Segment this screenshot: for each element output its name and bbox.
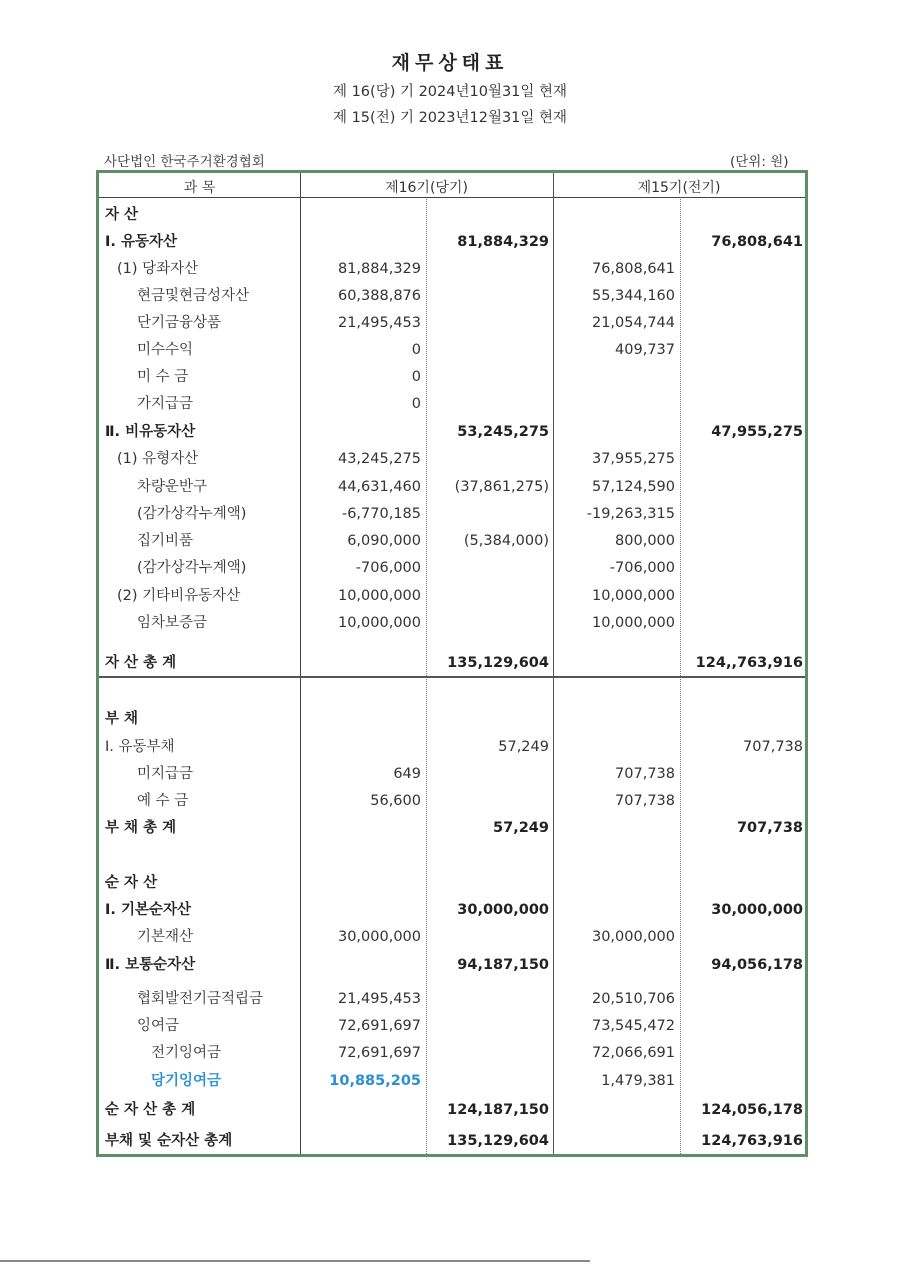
account-label: (감가상각누계액) [137,560,247,576]
account-label: 예 수 금 [137,793,189,809]
account-label: 차량운반구 [137,479,208,495]
account-label: 부채 및 순자산 총계 [105,1133,233,1149]
amount-cell: 10,885,205 [329,1073,421,1089]
account-label: 부 채 [105,711,139,727]
amount-cell: 649 [393,766,421,782]
amount-cell: 53,245,275 [457,424,549,440]
amount-cell: (5,384,000) [463,533,549,549]
account-label: 미수수익 [137,342,194,358]
document-title: 재무상태표 [391,52,509,74]
table-row [99,987,805,1011]
table-row [99,789,805,813]
amount-cell: 10,000,000 [591,615,675,631]
amount-cell: 72,691,697 [337,1018,421,1034]
account-label: 기본재산 [137,929,194,945]
table-row [99,203,805,227]
account-label: 가지급금 [137,396,194,412]
amount-cell: 124,763,916 [701,1133,803,1149]
amount-cell: 76,808,641 [591,261,675,277]
account-label: 전기잉여금 [151,1045,222,1061]
amount-cell: 72,066,691 [591,1045,675,1061]
amount-cell: 47,955,275 [711,424,803,440]
table-row [99,651,805,675]
table-row [99,871,805,895]
table-row [99,475,805,499]
amount-cell: 10,000,000 [591,588,675,604]
amount-cell: -706,000 [355,560,421,576]
amount-cell: 72,691,697 [337,1045,421,1061]
amount-cell: 73,545,472 [591,1018,675,1034]
amount-cell: 707,738 [743,739,803,755]
amount-cell: 10,000,000 [337,588,421,604]
account-label: (2) 기타비유동자산 [117,588,241,604]
table-row [99,529,805,553]
amount-cell: 30,000,000 [457,902,549,918]
table-row [99,556,805,580]
amount-cell: 124,056,178 [701,1102,803,1118]
amount-cell: 0 [411,396,421,412]
account-label: (1) 당좌자산 [117,261,199,277]
table-row [99,953,805,977]
amount-cell: 94,187,150 [457,957,549,973]
amount-cell: 44,631,460 [337,479,421,495]
header-prior: 제15기(전기) [637,180,721,196]
account-label: Ⅰ. 유동부채 [105,739,175,755]
amount-cell: -19,263,315 [586,506,675,522]
account-label: 협회발전기금적립금 [137,991,264,1007]
table-row [99,1129,805,1153]
unit-label: (단위: 원) [730,154,789,170]
account-label: 임차보증금 [137,615,208,631]
section-divider [99,676,805,678]
table-row [99,502,805,526]
amount-cell: -706,000 [609,560,675,576]
account-label: Ⅱ. 비유동자산 [105,424,196,440]
amount-cell: 409,737 [615,342,675,358]
amount-cell: 707,738 [615,793,675,809]
table-row [99,392,805,416]
header-divider [99,197,805,198]
amount-cell: 1,479,381 [601,1073,675,1089]
account-label: (감가상각누계액) [137,506,247,522]
amount-cell: 57,249 [493,820,549,836]
table-row [99,1098,805,1122]
table-row [99,707,805,731]
period-prior: 제 15(전) 기 2023년12월31일 현재 [332,110,568,126]
amount-cell: 56,600 [370,793,421,809]
table-row [99,1014,805,1038]
table-row [99,311,805,335]
amount-cell: 0 [411,342,421,358]
table-row [99,230,805,254]
table-row [99,735,805,759]
amount-cell: 76,808,641 [711,234,803,250]
account-label: 단기금융상품 [137,315,222,331]
header-current: 제16기(당기) [385,180,468,196]
table-row [99,898,805,922]
amount-cell: 43,245,275 [337,451,421,467]
amount-cell: 30,000,000 [591,929,675,945]
account-label: 자 산 총 계 [105,655,177,671]
account-label: 미 수 금 [137,369,189,385]
amount-cell: 57,249 [498,739,549,755]
table-row [99,584,805,608]
amount-cell: 124,187,150 [447,1102,549,1118]
account-label: Ⅱ. 보통순자산 [105,957,196,973]
amount-cell: 81,884,329 [457,234,549,250]
amount-cell: 124,,763,916 [695,655,803,671]
organization-name: 사단법인 한국주거환경협회 [104,154,265,170]
table-row [99,925,805,949]
table-row [99,257,805,281]
header-account: 과 목 [183,180,216,196]
amount-cell: 30,000,000 [337,929,421,945]
amount-cell: 81,884,329 [337,261,421,277]
amount-cell: 20,510,706 [591,991,675,1007]
amount-cell: 57,124,590 [591,479,675,495]
table-row [99,338,805,362]
amount-cell: 21,495,453 [337,991,421,1007]
table-row [99,420,805,444]
account-label: 현금및현금성자산 [137,288,250,304]
amount-cell: 21,495,453 [337,315,421,331]
amount-cell: 21,054,744 [591,315,675,331]
page-edge-line [0,1260,590,1262]
amount-cell: 94,056,178 [711,957,803,973]
table-row [99,762,805,786]
amount-cell: 55,344,160 [591,288,675,304]
amount-cell: 6,090,000 [347,533,421,549]
account-label: 잉여금 [137,1018,180,1034]
period-current: 제 16(당) 기 2024년10월31일 현재 [332,84,568,100]
table-row [99,1069,805,1093]
amount-cell: 800,000 [615,533,675,549]
amount-cell: 37,955,275 [591,451,675,467]
amount-cell: 10,000,000 [337,615,421,631]
account-label: Ⅰ. 기본순자산 [105,902,191,918]
amount-cell: (37,861,275) [454,479,549,495]
amount-cell: 60,388,876 [337,288,421,304]
account-label: 당기잉여금 [151,1073,222,1089]
table-row [99,816,805,840]
table-row [99,611,805,635]
table-row [99,1041,805,1065]
account-label: 순 자 산 [105,875,158,891]
amount-cell: 135,129,604 [447,1133,549,1149]
table-row [99,365,805,389]
account-label: (1) 유형자산 [117,451,199,467]
account-label: 집기비품 [137,533,194,549]
account-label: 부 채 총 계 [105,820,177,836]
amount-cell: -6,770,185 [341,506,421,522]
amount-cell: 707,738 [615,766,675,782]
amount-cell: 30,000,000 [711,902,803,918]
amount-cell: 707,738 [736,820,803,836]
balance-sheet-table [96,170,808,1157]
account-label: 미지급금 [137,766,194,782]
account-label: 순 자 산 총 계 [105,1102,196,1118]
amount-cell: 0 [411,369,421,385]
account-label: Ⅰ. 유동자산 [105,234,177,250]
account-label: 자 산 [105,207,139,223]
table-row [99,447,805,471]
table-row [99,284,805,308]
amount-cell: 135,129,604 [447,655,549,671]
